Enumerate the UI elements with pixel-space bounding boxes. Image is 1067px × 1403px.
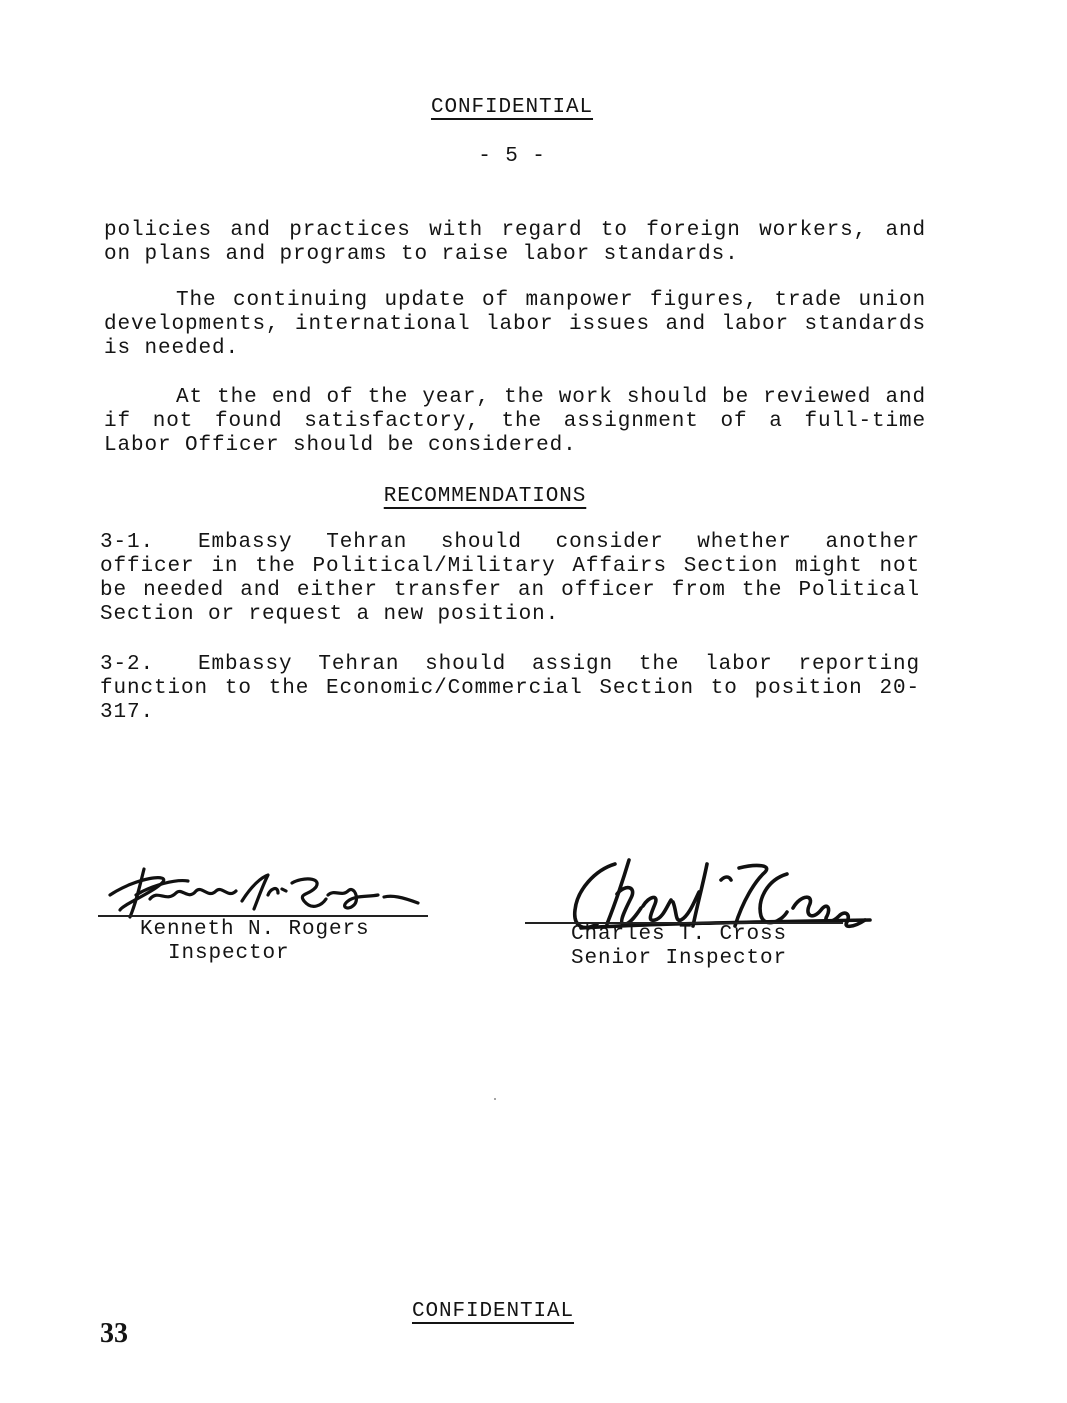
recommendation-number: 3-1. (100, 531, 155, 554)
signature-line (98, 915, 428, 917)
classification-header: CONFIDENTIAL (430, 96, 594, 119)
recommendation-number: 3-2. (100, 653, 155, 676)
body-paragraph (104, 386, 926, 458)
scan-speck (494, 1098, 496, 1100)
body-paragraph (104, 219, 926, 267)
page-marker: - 5 - (478, 145, 546, 168)
signer-name: Charles T. Cross (571, 923, 788, 946)
paragraph-text: At the end of the year, the work should be reviewed and if not found satisfactory, the assignment of a full-time Labor Officer should be considered. (104, 386, 926, 457)
body-paragraph (104, 289, 926, 361)
paragraph-text: The continuing update of manpower figures, trade union developments, international labor issues and labor standards is needed. (104, 289, 926, 360)
signer-title: Inspector (168, 942, 290, 965)
signer-name: Kenneth N. Rogers (140, 918, 370, 941)
signature-block-rogers (92, 855, 432, 975)
recommendation-text: Embassy Tehran should consider whether another officer in the Political/Military Affairs Section might not be needed and either transfer an officer from the Political Section or request a new position. (100, 531, 920, 626)
signer-title: Senior Inspector (571, 947, 788, 970)
signature-block-cross (525, 850, 885, 980)
recommendation-text: Embassy Tehran should assign the labor reporting function to the Economic/Commercial Section to position 20-317. (100, 653, 920, 724)
classification-footer: CONFIDENTIAL (411, 1300, 575, 1323)
page-number: 33 (100, 1318, 128, 1349)
recommendation-item (100, 531, 920, 627)
recommendations-heading: RECOMMENDATIONS (383, 485, 587, 508)
paragraph-text: policies and practices with regard to foreign workers, and on plans and programs to raise labor standards. (104, 219, 926, 266)
recommendation-item (100, 653, 920, 725)
